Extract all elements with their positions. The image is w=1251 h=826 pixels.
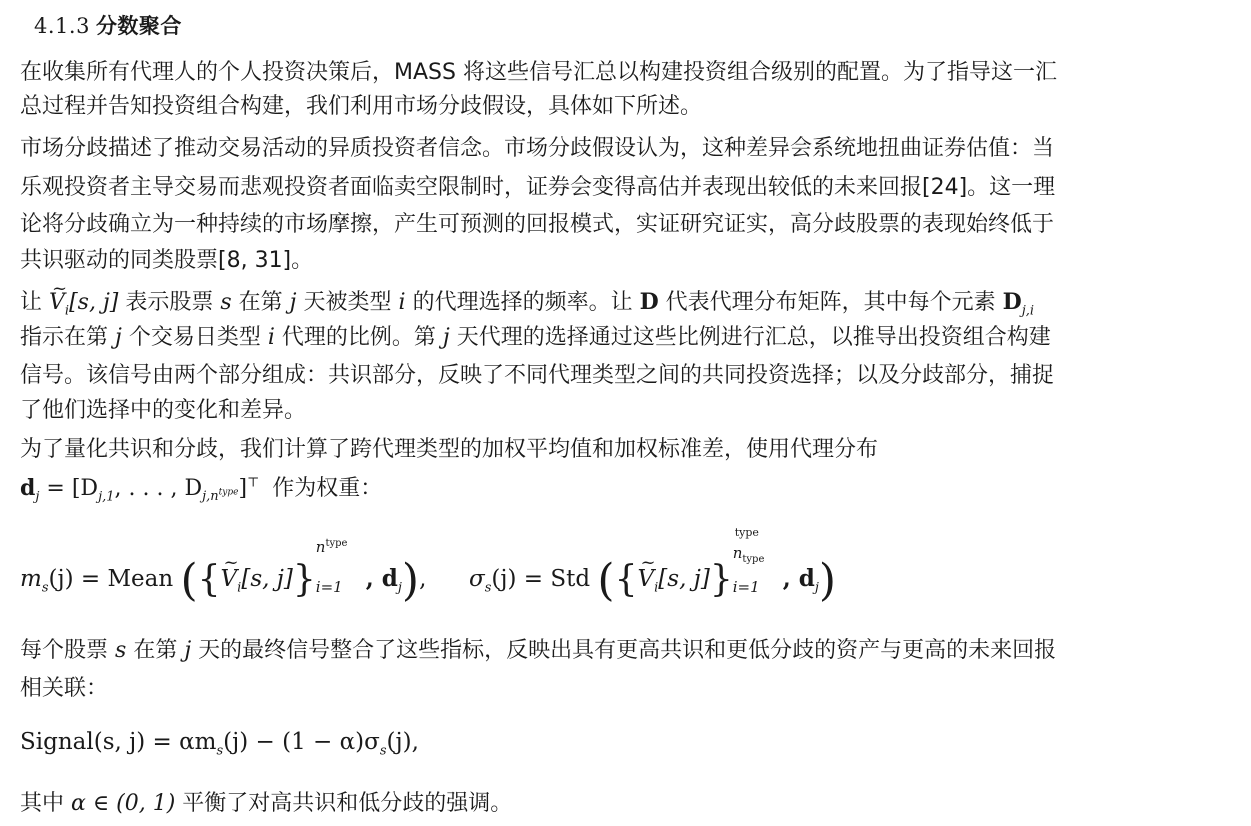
eq-comma-d: , d [365, 565, 398, 592]
math-d: d [20, 475, 36, 501]
eq-mean: Mean [107, 566, 174, 592]
p2-line-2: 乐观投资者主导交易而悲观投资者面临卖空限制时，证券会变得高估并表现出较低的未来回报[24]。这一理 [20, 175, 1056, 200]
math-dots: , . . . , D [114, 476, 203, 501]
p5-line-1 [20, 636, 1056, 666]
p3-text-f: 代表代理分布矩阵，其中每个元素 [665, 290, 996, 315]
math-j-2: j [115, 325, 122, 350]
math-eq-d: = [D [46, 476, 99, 501]
p3-line-3: 信号。该信号由两个部分组成：共识部分，反映了不同代理类型之间的共同投资选择；以及分歧部分，捕捉 [20, 363, 1055, 388]
eq-limits-1 [316, 540, 366, 600]
math-d-sub: j [35, 489, 40, 505]
p5-text-b: 在第 [133, 638, 178, 663]
p2-line-4: 共识驱动的同类股票[8, 31]。 [20, 248, 314, 273]
p2-line-1: 市场分歧描述了推动交易活动的异质投资者信念。市场分歧假设认为，这种差异会系统地扭曲证券估值：当 [20, 136, 1055, 161]
eq-std: Std [550, 566, 591, 592]
p6-text-a: 其中 [20, 791, 65, 816]
p6-line-1 [20, 789, 512, 819]
eq-V-sub-2: i [654, 580, 659, 596]
p3-line-2 [20, 323, 1051, 353]
p5-math-j: j [184, 638, 192, 663]
p2-line-3: 论将分歧确立为一种持续的市场摩擦，产生可预测的回报模式，实证研究证实，高分歧股票的表现始终低于 [20, 212, 1055, 237]
eq-n-type: $n^{type}$ [315, 538, 348, 556]
math-sub-j1: j,1 [98, 489, 115, 505]
eq-close-paren: ) [401, 555, 420, 606]
eq-V-tilde: ~ V [221, 566, 238, 592]
p1-line-2: 总过程并告知投资组合构建，我们利用市场分歧假设，具体如下所述。 [20, 94, 703, 119]
p3-text-d: 天被类型 [303, 290, 392, 315]
math-transpose: ⊤ [247, 475, 260, 491]
math-V-tilde: ~ V [49, 288, 65, 318]
eq-n-type-2: $n_{type}$ [732, 544, 765, 565]
p3-line-1 [20, 287, 1034, 318]
section-number: 4.1.3 [34, 14, 90, 38]
eq-comma: , [419, 566, 427, 592]
math-sj: [s, j] [69, 290, 119, 315]
equation-signal [20, 729, 419, 759]
section-heading [34, 10, 182, 40]
equation-mean-std [20, 526, 837, 606]
eq-close-brace-2: } [709, 559, 733, 600]
p4-line-2 [20, 473, 382, 504]
eq-sigma: σ [469, 566, 485, 592]
math-sub-ji: j,i [1021, 303, 1035, 319]
p5-line-2: 相关联： [20, 676, 109, 701]
signal-sub-1: s [216, 743, 224, 759]
eq-V-sub: i [237, 580, 242, 596]
p5-math-s: s [115, 638, 127, 663]
p6-math-alpha: α ∈ (0, 1) [71, 791, 176, 816]
signal-a: Signal(s, j) = αm [20, 729, 217, 755]
eq-open-brace-2: { [614, 559, 638, 600]
section-title: 分数聚合 [95, 14, 182, 38]
eq-close-paren-2: ) [818, 555, 837, 606]
eq-paren-1: (j) = [48, 566, 101, 592]
p3-text-i: 代理的比例。第 [281, 325, 436, 350]
eq-open-paren: ( [180, 555, 198, 606]
eq-type-top: type [734, 526, 759, 539]
p5-text-a: 每个股票 [20, 638, 109, 663]
p3-text-g: 指示在第 [20, 325, 109, 350]
math-D-element: D [1002, 289, 1022, 315]
eq-V-tilde-2: ~ V [638, 566, 655, 592]
math-sub-jn: j,ntype [202, 488, 239, 505]
eq-d-sub-2: j [814, 580, 819, 596]
eq-close-brace: } [292, 559, 316, 600]
math-sub-i: i [64, 303, 70, 319]
math-i: i [398, 290, 406, 315]
eq-comma-d-2: , d [782, 565, 815, 592]
eq-sj: [s, j] [241, 566, 293, 592]
eq-sj-2: [s, j] [658, 566, 710, 592]
signal-c: (j), [386, 729, 419, 755]
eq-paren-2: (j) = [491, 566, 544, 592]
eq-limits-2 [732, 526, 783, 600]
eq-m: m [20, 566, 42, 592]
eq-i-1: i=1 [315, 578, 343, 596]
p4-text-l2: 作为权重： [272, 476, 383, 501]
p4-line-1: 为了量化共识和分歧，我们计算了跨代理类型的加权平均值和加权标准差，使用代理分布 [20, 437, 879, 462]
p3-text-c: 在第 [238, 290, 283, 315]
p3-text-e: 的代理选择的频率。让 [412, 290, 633, 315]
eq-open-paren-2: ( [597, 555, 615, 606]
math-s: s [220, 290, 232, 315]
p5-text-c: 天的最终信号整合了这些指标，反映出具有更高共识和更低分歧的资产与更高的未来回报 [198, 638, 1057, 663]
eq-d-sub: j [397, 580, 402, 596]
p3-text-j: 天代理的选择通过这些比例进行汇总，以推导出投资组合构建 [456, 325, 1051, 350]
signal-b: (j) − (1 − α)σ [223, 729, 380, 755]
p3-text-b: 表示股票 [125, 290, 214, 315]
math-close: ] [238, 476, 248, 501]
math-i-2: i [267, 325, 275, 350]
eq-i-1-2: i=1 [732, 578, 760, 596]
p1-line-1: 在收集所有代理人的个人投资决策后，MASS 将这些信号汇总以构建投资组合级别的配置。为了指导这一汇 [20, 60, 1057, 85]
math-j: j [289, 290, 297, 315]
math-D: D [639, 289, 659, 315]
signal-sub-2: s [379, 743, 387, 759]
math-j-3: j [442, 325, 450, 350]
eq-m-sub: s [41, 580, 49, 596]
eq-sigma-sub: s [484, 580, 492, 596]
p3-line-4: 了他们选择中的变化和差异。 [20, 398, 307, 423]
p6-text-b: 平衡了对高共识和低分歧的强调。 [182, 791, 513, 816]
eq-open-brace: { [197, 559, 221, 600]
p3-text-h: 个交易日类型 [128, 325, 261, 350]
p3-text-a: 让 [20, 290, 43, 315]
